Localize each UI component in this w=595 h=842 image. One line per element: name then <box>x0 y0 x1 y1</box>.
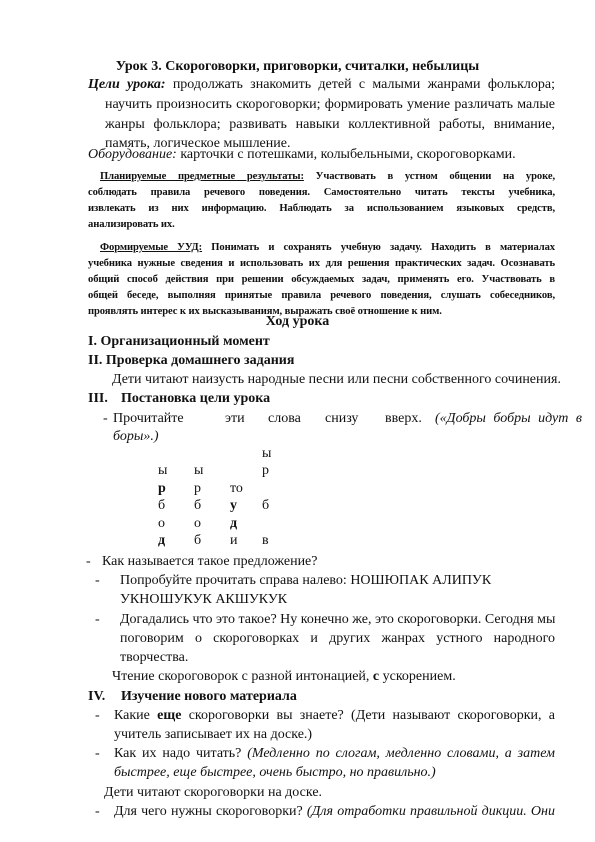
goals-line-1 <box>88 76 555 93</box>
planned-line-4: анализировать их. <box>88 219 175 230</box>
task-hint-2: боры».) <box>113 429 159 444</box>
task-word-4: снизу <box>325 411 359 426</box>
planned-line-3: извлекать из них информацию. Наблюдать за использованием языковых средств, <box>88 203 555 214</box>
bullet-dash: - <box>95 573 100 588</box>
uud-line-4: общей беседе, выполняя принятые правила речевого поведения, слушать собеседников, <box>88 290 555 301</box>
acrostic-c1-r3: б <box>158 498 166 513</box>
acrostic-c1-r1: ы <box>158 463 168 478</box>
planned-line-1 <box>100 169 555 184</box>
reading-text-a: Чтение скороговорок с разной интонацией, <box>112 669 373 684</box>
equipment-line <box>88 146 516 163</box>
course-heading: Ход урока <box>265 314 330 329</box>
uud-label: Формируемые УУД: <box>100 242 203 253</box>
reading-text-b: ускорением. <box>379 669 456 684</box>
question-guess-3: творчества. <box>120 650 189 665</box>
acrostic-c1-r4: о <box>158 516 165 531</box>
question-right-2: УКНОШУКУК АКШУКУК <box>120 592 288 607</box>
acrostic-c2-r3: б <box>194 498 202 513</box>
task-hint-1: («Добры бобры идут в <box>435 411 582 426</box>
goals-line-4: память, логическое мышление. <box>105 136 291 151</box>
acrostic-c3-r5: и <box>230 533 238 548</box>
reading-line <box>112 668 456 685</box>
lesson-title: Урок 3. Скороговорки, приговорки, считалки, небылицы <box>115 59 480 74</box>
section-3-heading: Постановка цели урока <box>121 391 271 406</box>
planned-label: Планируемые предметные результаты: <box>100 171 304 182</box>
question-how-hint-2: быстрее, еще быстрее, очень быстро, но правильно.) <box>114 765 436 780</box>
acrostic-c4-r0: ы <box>262 446 272 461</box>
acrostic-c2-r5: б <box>194 533 202 548</box>
task-word-3: слова <box>268 411 301 426</box>
bullet-dash: - <box>95 804 100 819</box>
acrostic-c4-r3: б <box>262 498 270 513</box>
question-which-b: еще <box>157 708 182 723</box>
question-why-1 <box>114 803 555 820</box>
question-which-c: скороговорки вы знаете? (Дети называют скороговорки, а <box>188 708 555 723</box>
uud-line-2: учебника нужные сведения и использовать их для решения практических задач. Осознавать <box>88 258 555 269</box>
acrostic-c2-r1: ы <box>194 463 204 478</box>
section-2-text: Дети читают наизусть народные песни или песни собственного сочинения. <box>112 372 561 387</box>
uud-line-3: общий способ действия при решении обсуждаемых задач, применять его. Участвовать в <box>88 274 555 285</box>
bullet-dash: - <box>86 554 91 569</box>
acrostic-c1-r5: д <box>158 533 166 548</box>
section-1-heading: I. Организационный момент <box>88 334 270 349</box>
acrostic-c4-r1: р <box>262 463 269 478</box>
equipment-label: Оборудование: <box>88 147 177 162</box>
question-why-hint: (Для отработки правильной дикции. Они <box>306 804 555 819</box>
question-which-2: учитель записывает их на доске.) <box>114 727 313 742</box>
task-word-5: вверх. <box>385 411 422 426</box>
goals-line-2: научить произносить скороговорки; формировать умение различать малые <box>105 97 555 112</box>
section-2-heading: II. Проверка домашнего задания <box>88 353 295 368</box>
equipment-text: карточки с потешками, колыбельными, скороговорками. <box>176 147 516 162</box>
acrostic-c3-r2: то <box>230 481 243 496</box>
reading-text-c: с <box>372 669 380 684</box>
section-4-heading: Изучение нового материала <box>121 689 297 704</box>
uud-line-1 <box>100 240 555 255</box>
acrostic-c3-r4: д <box>230 516 238 531</box>
task-word-1: Прочитайте <box>113 411 184 426</box>
bullet-dash: - <box>103 411 108 426</box>
goals-label: Цели урока: <box>88 77 166 92</box>
board-line: Дети читают скороговорки на доске. <box>104 785 323 800</box>
acrostic-c2-r2: р <box>194 481 201 496</box>
section-3-number: III. <box>88 391 108 406</box>
question-how-text: Как их надо читать? <box>114 746 248 761</box>
acrostic-c2-r4: о <box>194 516 201 531</box>
question-which-1 <box>114 707 555 724</box>
acrostic-c1-r2: р <box>158 481 166 496</box>
uud-line-5: проявлять интерес к их высказываниям, выражать своё отношение к ним. <box>88 306 442 317</box>
task-word-2: эти <box>225 411 245 426</box>
goals-text-1: продолжать знакомить детей с малыми жанрами фольклора; <box>172 77 555 92</box>
question-guess-2: поговорим о скороговорках и других жанрах устного народного <box>120 631 555 646</box>
bullet-dash: - <box>95 708 100 723</box>
question-name: Как называется такое предложение? <box>102 554 318 569</box>
section-4-number: IV. <box>88 689 106 704</box>
planned-line-2: соблюдать правила речевого поведения. Самостоятельно читать тексты учебника, <box>88 187 555 198</box>
question-how-hint-1: (Медленно по слогам, медленно словами, а затем <box>247 746 555 761</box>
question-how-1 <box>114 745 555 762</box>
bullet-dash: - <box>95 612 100 627</box>
question-which-a: Какие <box>114 708 158 723</box>
question-right-1: Попробуйте прочитать справа налево: НОШЮПАК АЛИПУК <box>120 573 492 588</box>
question-guess-1: Догадались что это такое? Ну конечно же, это скороговорки. Сегодня мы <box>120 612 556 627</box>
bullet-dash: - <box>95 746 100 761</box>
question-why-text: Для чего нужны скороговорки? <box>114 804 307 819</box>
acrostic-c3-r3: у <box>230 498 237 513</box>
planned-text-1: Участвовать в устном общении на уроке, <box>315 171 555 182</box>
uud-text-1: Понимать и сохранять учебную задачу. Находить в материалах <box>211 242 555 253</box>
goals-line-3: жанры фольклора; развивать навыки коллективной работы, внимание, <box>105 117 555 132</box>
acrostic-c4-r5: в <box>262 533 269 548</box>
